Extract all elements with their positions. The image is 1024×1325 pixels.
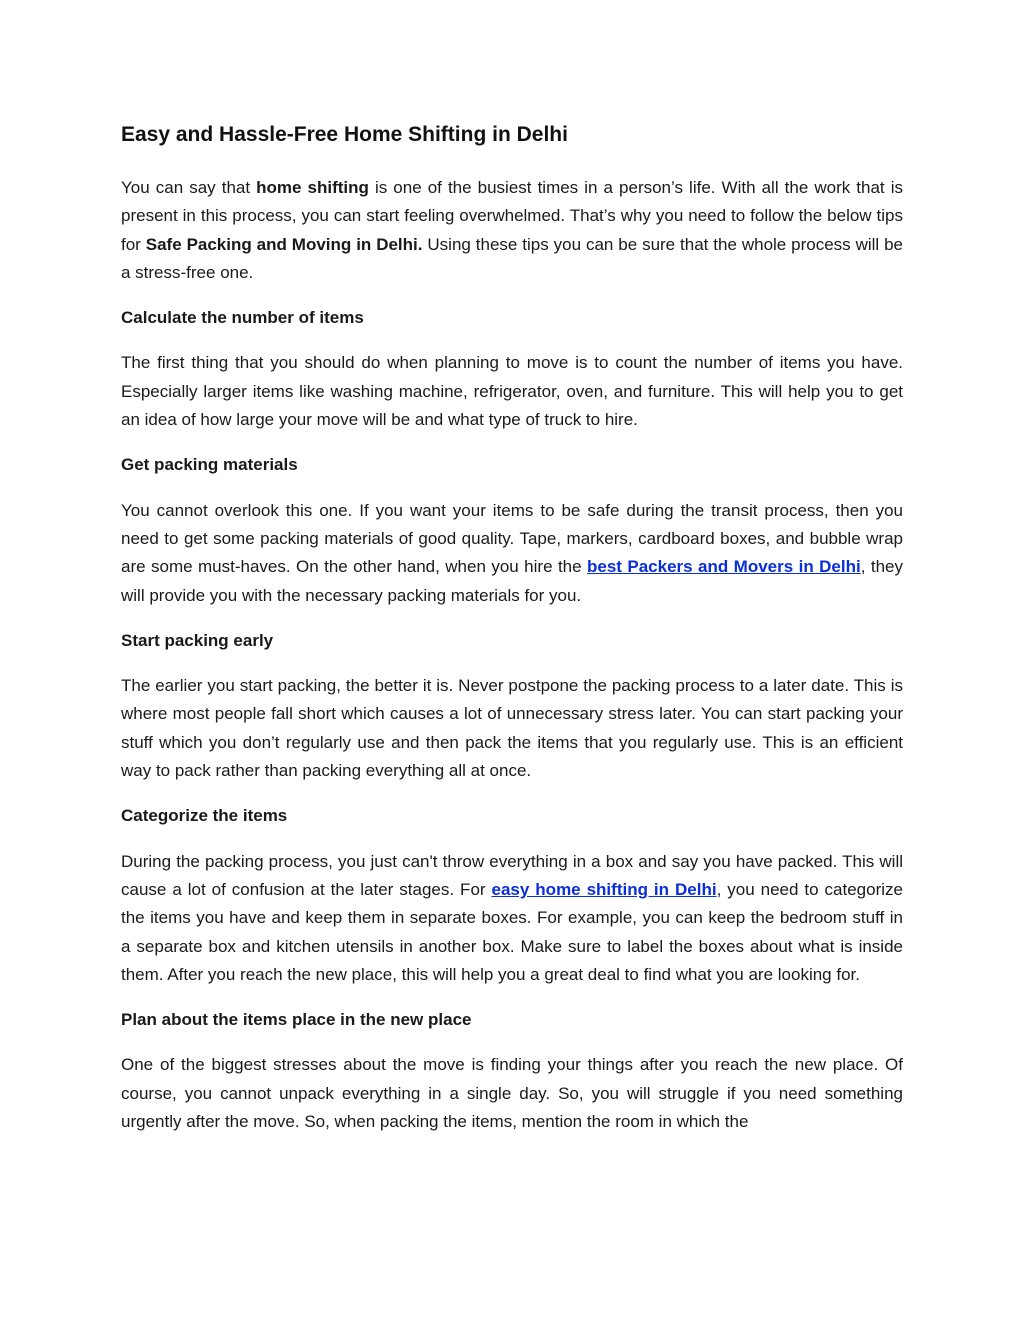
intro-bold-safe-packing: Safe Packing and Moving in Delhi. [145,234,423,254]
section-text-2: , they will provide you with the necessary packing materials for you. [121,557,903,605]
section-text-categorize [121,848,903,989]
intro-text-1: You can say that [121,178,257,197]
document-page [121,118,903,1153]
section-heading-packing-materials: Get packing materials [121,455,298,475]
packers-movers-link[interactable]: best Packers and Movers in Delhi [587,557,861,577]
intro-bold-home-shifting: home shifting [256,178,369,197]
section-text-plan: One of the biggest stresses about the move is finding your things after you reach the new place. Of course, you cannot unpack everything in a single day. So, you will struggle if you need something urgently after the move. So, when packing the items, mention the room in which the [121,1055,903,1132]
section-heading-categorize: Categorize the items [121,806,288,826]
intro-paragraph [121,174,903,287]
section-heading-plan: Plan about the items place in the new place [121,1010,472,1030]
section-heading-calculate: Calculate the number of items [121,308,364,328]
section-heading-start-early: Start packing early [121,630,274,650]
easy-home-shifting-link[interactable]: easy home shifting in Delhi [491,879,717,899]
section-text-2: , you need to categorize the items you have and keep them in separate boxes. For example, you can keep the bedroom stuff in a separate box and kitchen utensils in another box. Make sure to label the boxes about what is inside them. After you reach the new place, this will help you a great deal to find what you are looking for. [121,879,903,984]
document-title: Easy and Hassle-Free Home Shifting in Delhi [121,123,568,146]
section-text-start-early: The earlier you start packing, the better it is. Never postpone the packing process to a later date. This is where most people fall short which causes a lot of unnecessary stress later. You can start packing your stuff which you don’t regularly use and then pack the items that you regularly use. This is an efficient way to pack rather than packing everything all at once. [121,676,903,781]
section-text-1: During the packing process, you just can't throw everything in a box and say you have packed. This will cause a lot of confusion at the later stages. For [121,851,903,899]
section-text-1: You cannot overlook this one. If you want your items to be safe during the transit process, then you need to get some packing materials of good quality. Tape, markers, cardboard boxes, and bubble wrap are some must-haves. On the other hand, when you hire the [121,500,903,577]
intro-text-3: Using these tips you can be sure that the whole process will be a stress-free one. [121,234,904,282]
section-text-calculate: The first thing that you should do when planning to move is to count the number of items you have. Especially larger items like washing machine, refrigerator, oven, and furniture. This will help you to get an idea of how large your move will be and what type of truck to hire. [121,353,903,430]
intro-text-2: is one of the busiest times in a person’s life. With all the work that is present in this process, you can start feeling overwhelmed. That’s why you need to follow the below tips for [121,178,903,254]
section-text-packing-materials [121,497,903,610]
